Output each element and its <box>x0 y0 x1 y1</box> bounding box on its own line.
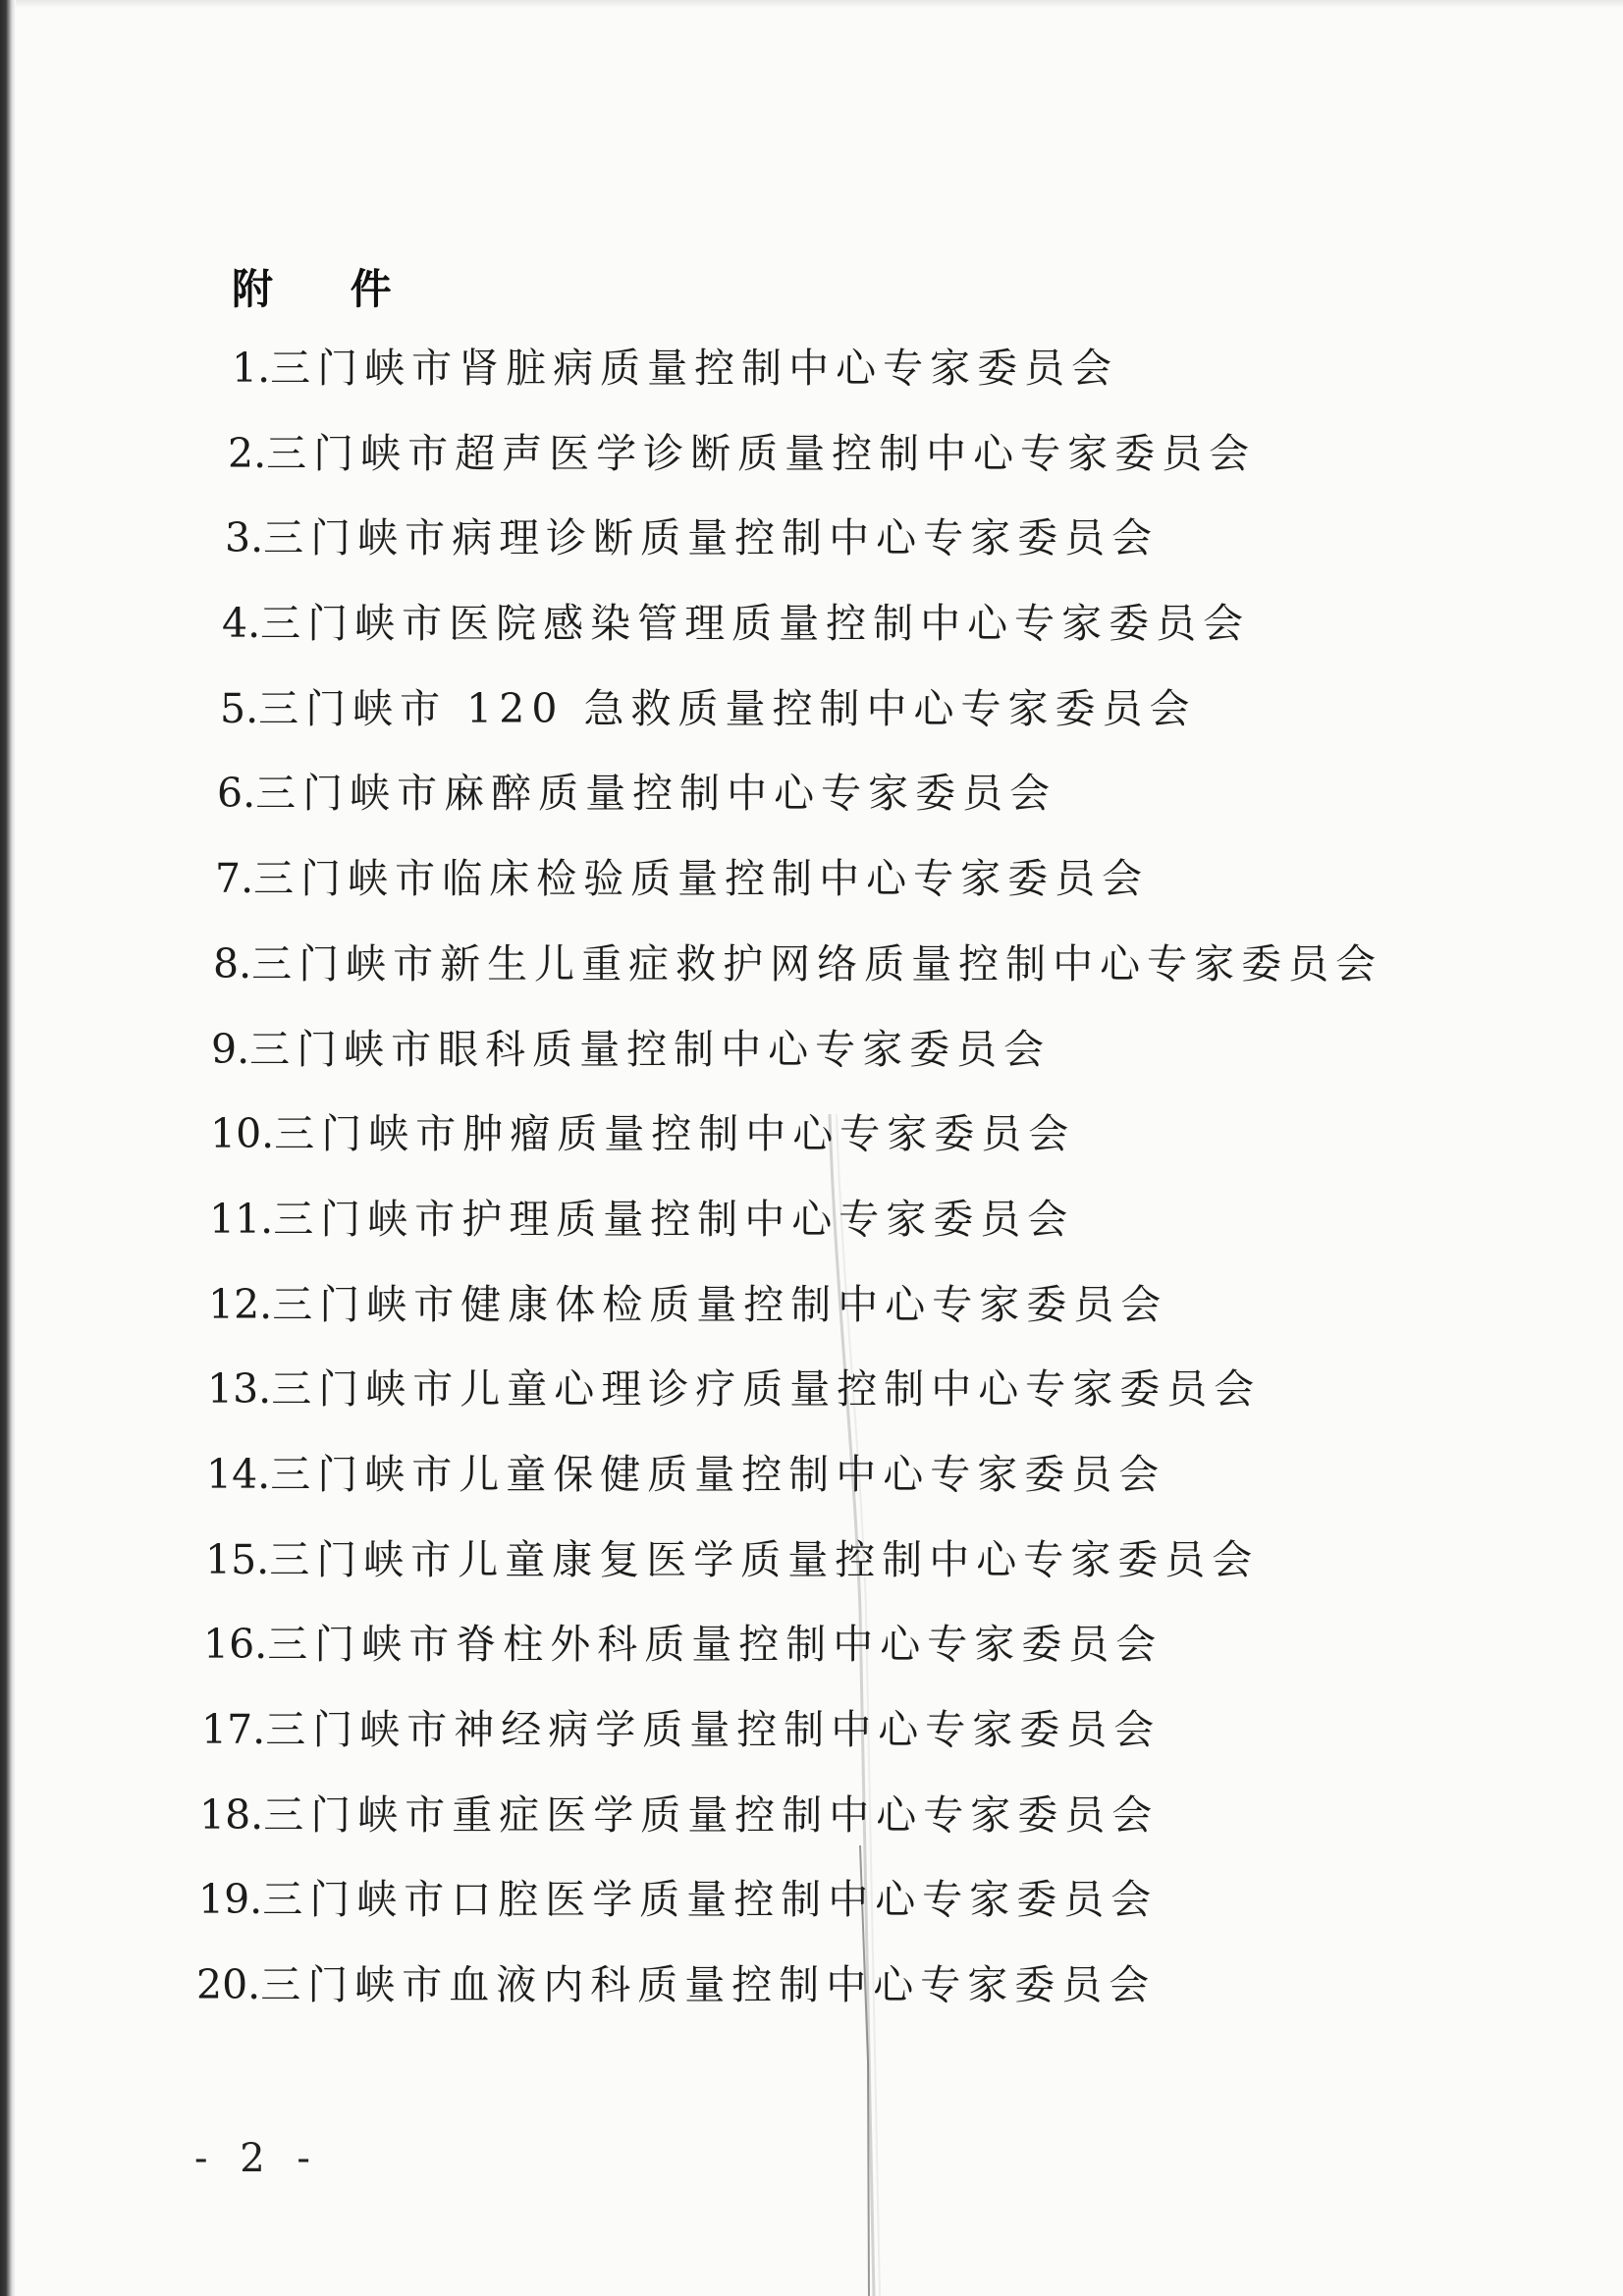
item-number: 20. <box>196 1961 261 2009</box>
list-item <box>0 1614 1382 1699</box>
item-text: 三门峡市重症医学质量控制中心专家委员会 <box>263 1790 1160 1839</box>
item-number: 15. <box>205 1535 270 1583</box>
item-number: 7. <box>215 855 254 903</box>
item-text: 三门峡市临床检验质量控制中心专家委员会 <box>253 855 1150 903</box>
item-number: 10. <box>210 1110 275 1158</box>
scan-top-edge <box>0 0 1623 8</box>
item-text: 三门峡市儿童保健质量控制中心专家委员会 <box>270 1450 1166 1498</box>
list-item <box>0 1189 1382 1274</box>
item-number: 13. <box>207 1365 272 1414</box>
list-item <box>0 1699 1382 1785</box>
item-text: 三门峡市医院感染管理质量控制中心专家委员会 <box>260 600 1251 648</box>
attachment-heading: 附 件 <box>232 265 423 313</box>
item-number: 12. <box>208 1280 273 1328</box>
list-item <box>0 338 1382 423</box>
page-number: - 2 - <box>194 2136 320 2181</box>
item-text: 三门峡市病理诊断质量控制中心专家委员会 <box>263 514 1160 562</box>
list-item <box>0 1869 1382 1954</box>
item-text: 三门峡市脊柱外科质量控制中心专家委员会 <box>267 1621 1163 1669</box>
item-text: 三门峡市超声医学诊断质量控制中心专家委员会 <box>266 429 1257 477</box>
list-item <box>0 678 1382 764</box>
item-text: 三门峡市口腔医学质量控制中心专家委员会 <box>262 1876 1159 1924</box>
item-number: 5. <box>220 684 259 732</box>
item-text: 三门峡市肾脏病质量控制中心专家委员会 <box>270 345 1119 392</box>
list-item <box>0 934 1382 1019</box>
list-item <box>0 1444 1382 1529</box>
item-number: 8. <box>213 939 252 988</box>
item-text: 三门峡市眼科质量控制中心专家委员会 <box>249 1025 1052 1073</box>
list-item <box>0 423 1382 508</box>
list-item <box>0 1019 1382 1104</box>
item-number: 17. <box>201 1706 266 1753</box>
item-text: 三门峡市护理质量控制中心专家委员会 <box>273 1195 1075 1243</box>
committee-list <box>0 338 1382 2040</box>
item-number: 19. <box>198 1876 263 1924</box>
list-item <box>0 507 1382 593</box>
item-number: 14. <box>206 1450 271 1498</box>
item-text: 三门峡市神经病学质量控制中心专家委员会 <box>265 1706 1162 1753</box>
list-item <box>0 593 1382 678</box>
list-item <box>0 1954 1382 2040</box>
list-item <box>0 1274 1382 1360</box>
item-number: 3. <box>225 514 264 562</box>
item-text: 三门峡市麻醉质量控制中心专家委员会 <box>255 770 1057 818</box>
list-item <box>0 1103 1382 1189</box>
item-number: 9. <box>211 1025 250 1073</box>
item-text: 三门峡市儿童心理诊疗质量控制中心专家委员会 <box>271 1365 1262 1414</box>
item-number: 6. <box>217 770 256 818</box>
item-number: 1. <box>232 345 271 392</box>
item-text: 三门峡市 120 急救质量控制中心专家委员会 <box>258 684 1197 732</box>
item-text: 三门峡市儿童康复医学质量控制中心专家委员会 <box>269 1535 1260 1583</box>
list-item <box>0 1359 1382 1444</box>
item-text: 三门峡市健康体检质量控制中心专家委员会 <box>272 1280 1168 1328</box>
item-text: 三门峡市肿瘤质量控制中心专家委员会 <box>274 1110 1076 1158</box>
item-text: 三门峡市血液内科质量控制中心专家委员会 <box>260 1961 1157 2009</box>
list-item <box>0 1785 1382 1870</box>
item-number: 2. <box>228 429 267 477</box>
item-number: 16. <box>203 1621 268 1669</box>
item-text: 三门峡市新生儿重症救护网络质量控制中心专家委员会 <box>251 939 1383 988</box>
list-item <box>0 763 1382 848</box>
item-number: 11. <box>209 1195 274 1243</box>
item-number: 4. <box>222 600 261 648</box>
list-item <box>0 1529 1382 1615</box>
list-item <box>0 848 1382 934</box>
item-number: 18. <box>199 1790 264 1839</box>
